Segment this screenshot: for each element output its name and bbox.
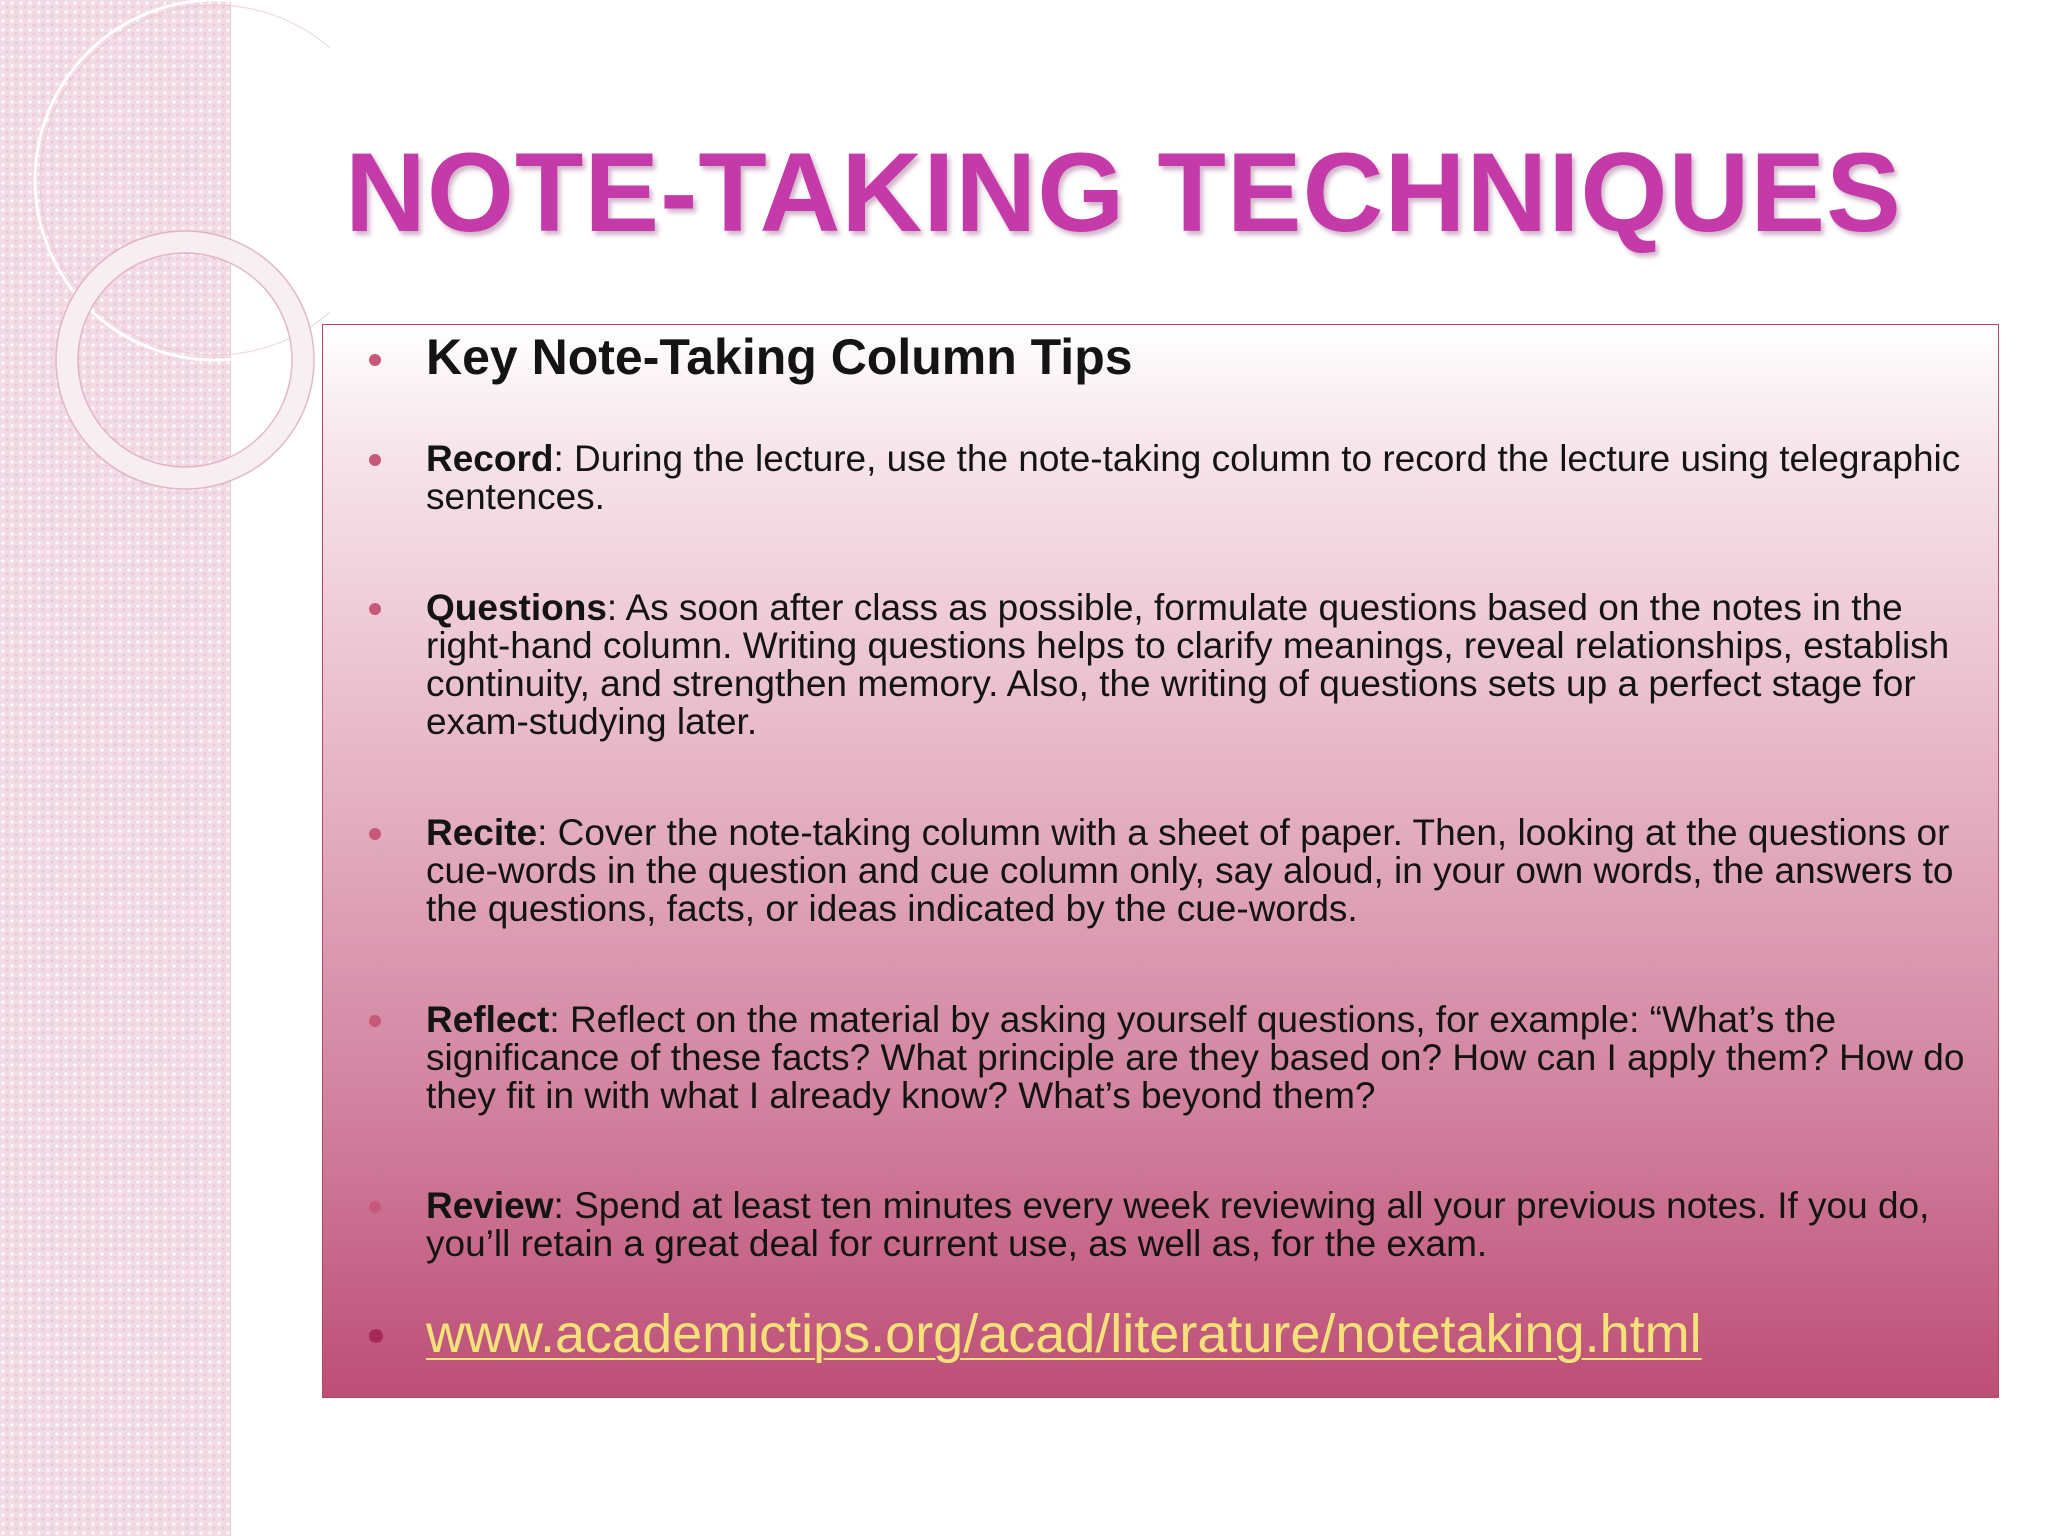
item-text [426, 814, 1986, 928]
item-description: : Cover the note-taking column with a sheet of paper. Then, looking at the questions or cue-words in the question and cue column only, say aloud, in your own words, the answers to the questions, facts, or ideas indicated by the cue-words. [426, 812, 1954, 929]
section-heading: Key Note-Taking Column Tips [426, 329, 1133, 385]
item-description: : Reflect on the material by asking yourself questions, for example: “What’s the significance of these facts? What principle are they based on? How can I apply them? How do they fit in with what I already know? What’s beyond them? [426, 999, 1965, 1116]
item-term: Reflect [426, 999, 550, 1040]
item-term: Questions [426, 587, 607, 628]
bullet-dot-icon [369, 828, 381, 840]
reference-link[interactable]: www.academictips.org/acad/literature/notetaking.html [426, 1304, 1702, 1364]
bullet-dot-icon [369, 1201, 381, 1213]
item-description: : Spend at least ten minutes every week reviewing all your previous notes. If you do, you’ll retain a great deal for current use, as well as, for the exam. [426, 1185, 1930, 1264]
bullet-dot-icon [369, 454, 381, 466]
bullet-dot-icon [369, 354, 381, 366]
item-text [426, 1187, 1986, 1263]
bullet-dot-icon [369, 1015, 381, 1027]
item-description: : During the lecture, use the note-taking column to record the lecture using telegraphic sentences. [426, 438, 1961, 517]
bullet-dot-icon [369, 1329, 383, 1343]
item-text [426, 1001, 1986, 1115]
content-box [322, 324, 1999, 1398]
item-text [426, 440, 1986, 516]
item-description: : As soon after class as possible, formulate questions based on the notes in the right-hand column. Writing questions helps to clarify meanings, reveal relationships, establish continuity, and strengthen memory. Also, the writing of questions sets up a perfect stage for exam-studying later. [426, 587, 1950, 742]
item-text [426, 589, 1986, 741]
item-term: Record [426, 438, 554, 479]
item-text [426, 1303, 1986, 1365]
decorative-rings-icon [0, 0, 330, 520]
item-term: Recite [426, 812, 538, 853]
item-term: Review [426, 1185, 554, 1226]
bullet-dot-icon [369, 603, 381, 615]
slide-title: NOTE-TAKING TECHNIQUES [345, 130, 1902, 255]
